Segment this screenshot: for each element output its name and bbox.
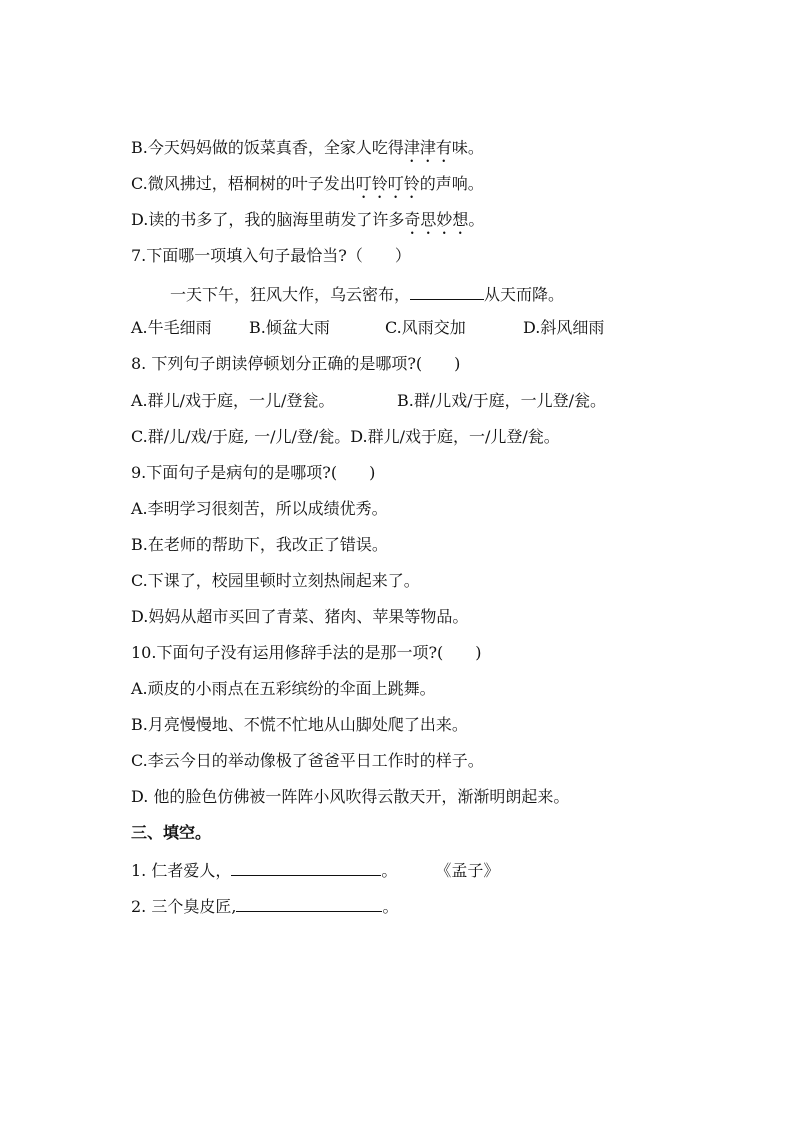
q8-option-a: A.群儿/戏于庭，一儿/登瓮。: [131, 391, 335, 410]
q8-options-ab: [131, 391, 606, 411]
q6-option-b: [131, 138, 484, 158]
q6-d-prefix: D.读的书多了，我的脑海里萌发了许多: [131, 210, 405, 229]
q7-option-b: B.倾盆大雨: [249, 318, 330, 337]
q10-option-b: B.月亮慢慢地、不慌不忙地从山脚处爬了出来。: [131, 715, 468, 734]
q6-b-dotted: 津津有: [403, 138, 452, 157]
q6-d-dotted: 奇思妙想: [404, 210, 469, 229]
fill-item-2: [131, 895, 398, 915]
q9-option-b: B.在老师的帮助下，我改正了错误。: [131, 535, 388, 554]
q9-stem: 9.下面句子是病句的是哪项?( ): [131, 463, 376, 482]
q8-option-c: C.群/儿/戏/于庭, 一/儿/登/瓮。: [131, 427, 351, 446]
q7-sentence-before: 一天下午，狂风大作，乌云密布，: [170, 285, 411, 304]
q7-option-d: D.斜风细雨: [523, 318, 605, 337]
fill-item-1: [131, 859, 499, 879]
fill-item-2-blank[interactable]: [236, 895, 382, 912]
q7-stem: 7.下面哪一项填入句子最恰当?（ ）: [131, 246, 411, 265]
fill-item-1-suffix: 。: [381, 861, 398, 880]
q10-option-a: A.顽皮的小雨点在五彩缤纷的伞面上跳舞。: [131, 679, 436, 698]
q8-stem: 8. 下列句子朗读停顿划分正确的是哪项?( ): [131, 354, 461, 373]
q8-option-b: B.群/儿戏/于庭，一儿登/瓮。: [397, 391, 607, 410]
q7-option-c: C.风雨交加: [385, 318, 466, 337]
q10-stem: 10.下面句子没有运用修辞手法的是那一项?( ): [131, 643, 482, 662]
q6-c-dotted: 叮铃叮铃: [355, 174, 420, 193]
q7-sentence-after: 从天而降。: [484, 285, 565, 304]
q6-option-d: [131, 210, 484, 230]
section-3-heading: 三、填空。: [131, 823, 212, 842]
q7-sentence: [170, 283, 564, 303]
fill-item-1-blank[interactable]: [231, 859, 381, 876]
q10-option-d: D. 他的脸色仿佛被一阵阵小风吹得云散天开，渐渐明朗起来。: [131, 787, 570, 806]
q8-option-d: D.群儿/戏于庭，一/儿登/瓮。: [350, 427, 560, 446]
q7-option-a: A.牛毛细雨: [131, 318, 212, 337]
q9-option-a: A.李明学习很刻苦，所以成绩优秀。: [131, 499, 388, 518]
fill-item-1-prefix: 1. 仁者爱人，: [131, 861, 232, 880]
q7-answer-blank[interactable]: [410, 283, 484, 300]
q9-option-d: D.妈妈从超市买回了青菜、猪肉、苹果等物品。: [131, 607, 469, 626]
q6-option-c: [131, 174, 484, 194]
q6-c-prefix: C.微风拂过，梧桐树的叶子发出: [131, 174, 356, 193]
q8-options-cd: [131, 427, 560, 447]
fill-item-2-prefix: 2. 三个臭皮匠,: [131, 897, 237, 916]
q6-c-suffix: 的声响。: [419, 174, 484, 193]
fill-item-2-suffix: 。: [382, 897, 399, 916]
q10-option-c: C.李云今日的举动像极了爸爸平日工作时的样子。: [131, 751, 484, 770]
q6-d-suffix: 。: [468, 210, 485, 229]
q7-options: [131, 318, 604, 338]
q6-b-prefix: B.今天妈妈做的饭菜真香，全家人吃得: [131, 138, 404, 157]
q9-option-c: C.下课了，校园里顿时立刻热闹起来了。: [131, 571, 420, 590]
q6-b-suffix: 味。: [451, 138, 484, 157]
fill-item-1-source: 《孟子》: [435, 861, 500, 880]
